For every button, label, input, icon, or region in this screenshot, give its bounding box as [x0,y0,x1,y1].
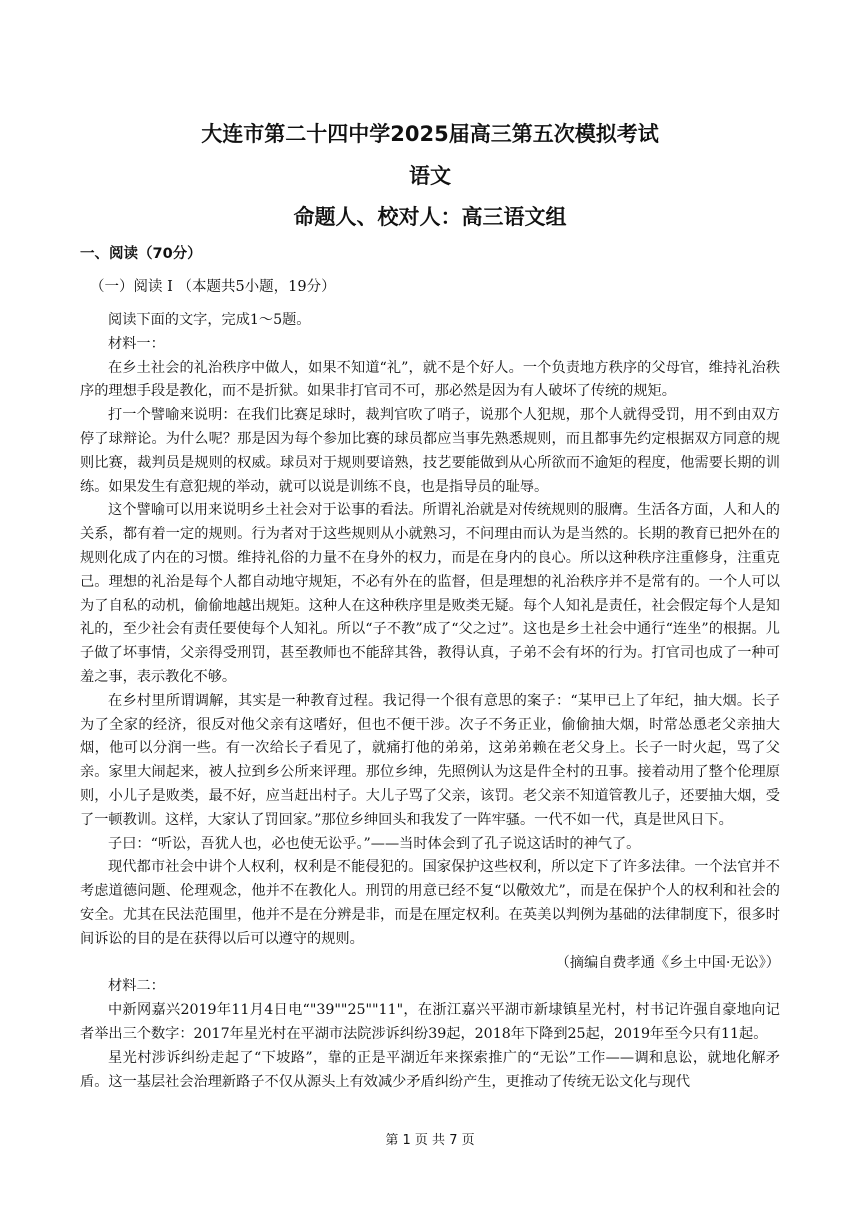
paragraph: 子曰：“听讼，吾犹人也，必也使无讼乎。”——当时体会到了孔子说这话时的神气了。 [108,835,641,852]
paragraph: 星光村涉诉纠纷走起了“下坡路”，靠的正是平湖近年来探索推广的“无讼”工作——调和息讼，就地化解矛盾。这一基层社会治理新路子不仅从源头上有效减少矛盾纠纷产生，更推动了传统无讼文化与现代 [80,1049,780,1090]
paragraph: 中新网嘉兴2019年11月4日电“"39""25""11"，在浙江嘉兴平湖市新埭镇星光村，村书记许强自豪地向记者举出三个数字：2017年星光村在平湖市法院涉诉纠纷39起，2018年下降到25起，2019年至今只有11起。 [80,1002,780,1042]
authors-line: 命题人、校对人：高三语文组 [293,205,567,229]
instruction: 阅读下面的文字，完成1～5题。 [108,312,311,328]
material-label: 材料一： [108,335,165,352]
page-number: 第 1 页 共 7 页 [385,1133,475,1148]
paragraph: 打一个譬喻来说明：在我们比赛足球时，裁判官吹了哨子，说那个人犯规，那个人就得受罚，用不到由双方停了球辩论。为什么呢？那是因为每个参加比赛的球员都应当事先熟悉规则，而且都事先约定根据双方同意的规则比赛，裁判员是规则的权威。球员对于规则要谙熟，技艺要能做到从心所欲而不逾矩的程度，他需要长期的训练。如果发生有意犯规的举动，就可以说是训练不良，也是指导员的耻辱。 [80,407,780,495]
paragraph: 现代都市社会中讲个人权利，权利是不能侵犯的。国家保护这些权利，所以定下了许多法律。一个法官并不考虑道德问题、伦理观念，他并不在教化人。刑罚的用意已经不复“以儆效尤”，而是在保护个人的权利和社会的安全。尤其在民法范围里，他并不是在分辨是非，而是在厘定权利。在英美以判例为基础的法律制度下，很多时间诉讼的目的是在获得以后可以遵守的规则。 [80,859,780,947]
sub-heading: （一）阅读 I （本题共5小题，19分） [90,279,336,295]
paragraph: 在乡土社会的礼治秩序中做人，如果不知道“礼”，就不是个好人。一个负责地方秩序的父母官，维持礼治秩序的理想手段是教化，而不是折狱。如果非打官司不可，那必然是因为有人破坏了传统的规矩。 [80,359,780,400]
subject-title: 语文 [409,164,451,188]
exam-title: 大连市第二十四中学2025届高三第五次模拟考试 [201,122,659,146]
material-label: 材料二： [108,978,165,995]
reading-body [80,309,780,1094]
paragraph: 这个譬喻可以用来说明乡土社会对于讼事的看法。所谓礼治就是对传统规则的服膺。生活各方面，人和人的关系，都有着一定的规则。行为者对于这些规则从小就熟习，不问理由而认为是当然的。长期的教育已把外在的规则化成了内在的习惯。维持礼俗的力量不在身外的权力，而是在身内的良心。所以这种秩序注重修身，注重克己。理想的礼治是每个人都自动地守规矩，不必有外在的监督，但是理想的礼治秩序并不是常有的。一个人可以为了自私的动机，偷偷地越出规矩。这种人在这种秩序里是败类无疑。每个人知礼是责任，社会假定每个人是知礼的，至少社会有责任要使每个人知礼。所以“子不教”成了“父之过”。这也是乡土社会中通行“连坐”的根据。儿子做了坏事情，父亲得受刑罚，甚至教师也不能辞其咎，教得认真，子弟不会有坏的行为。打官司也成了一种可羞之事，表示教化不够。 [80,502,780,685]
part-heading: 一、阅读（70分） [80,246,202,262]
paragraph: 在乡村里所谓调解，其实是一种教育过程。我记得一个很有意思的案子：“某甲已上了年纪，抽大烟。长子为了全家的经济，很反对他父亲有这嗜好，但也不便干涉。次子不务正业，偷偷抽大烟，时常怂恿老父亲抽大烟，他可以分润一些。有一次给长子看见了，就痛打他的弟弟，这弟弟赖在老父身上。长子一时火起，骂了父亲。家里大闹起来，被人拉到乡公所来评理。那位乡绅，先照例认为这是件全村的丑事。接着动用了整个伦理原则，小儿子是败类，最不好，应当赶出村子。大儿子骂了父亲，该罚。老父亲不知道管教儿子，还要抽大烟，受了一顿教训。这样，大家认了罚回家。”那位乡绅回头和我发了一阵牢骚。一代不如一代，真是世风日下。 [80,692,780,828]
source-citation: （摘编自费孝通《乡土中国·无讼》） [555,954,780,971]
